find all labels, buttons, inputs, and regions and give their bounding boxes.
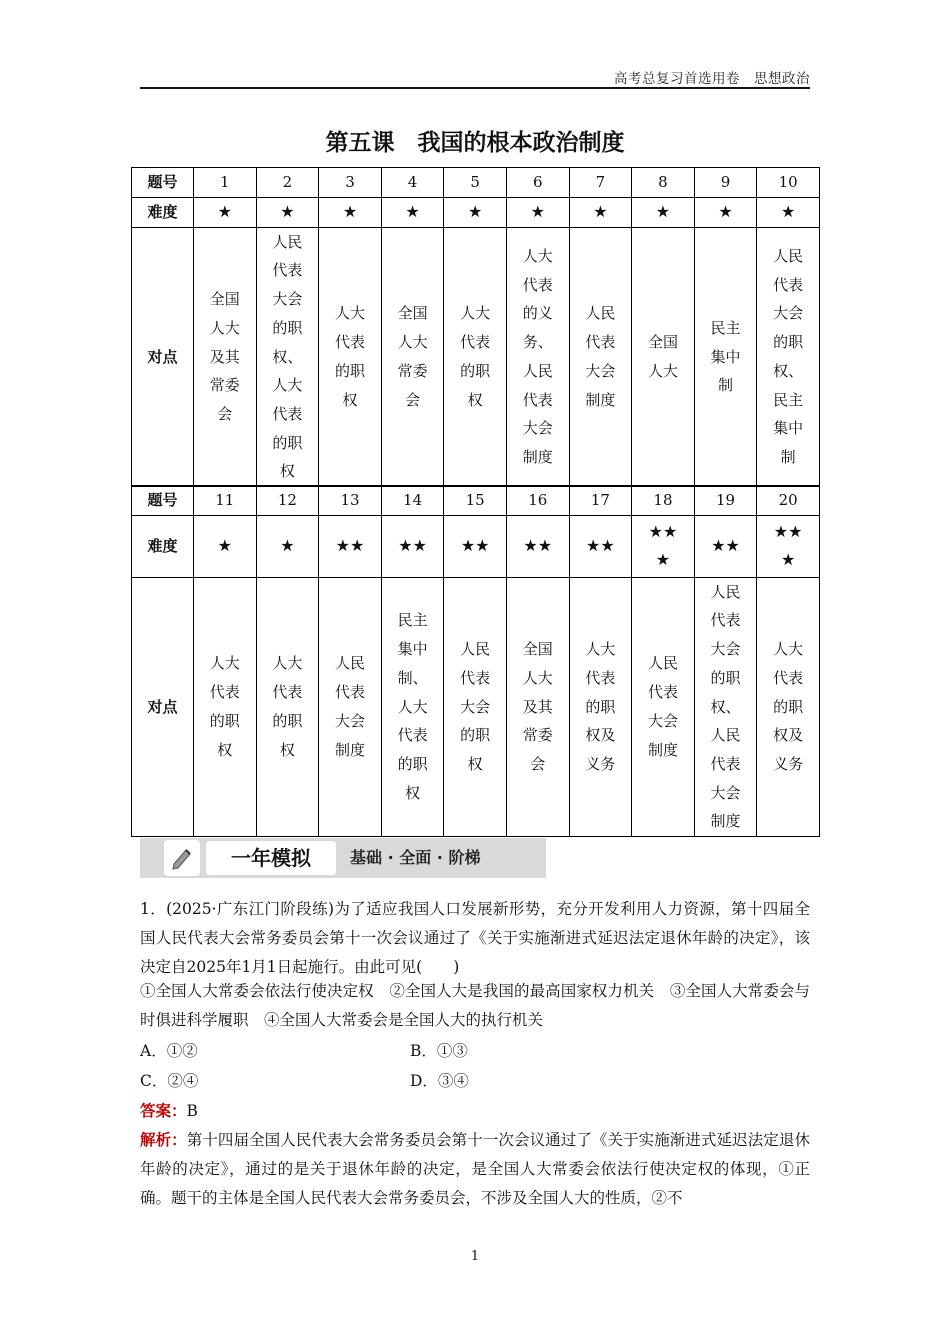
cell-difficulty <box>506 515 569 577</box>
header-rule <box>140 87 810 89</box>
cell-number: 13 <box>319 486 382 516</box>
cell-number: 14 <box>381 486 444 516</box>
cell-difficulty <box>569 197 632 227</box>
point-text: 人民代表大会的职权、民主集中制 <box>773 247 804 466</box>
cell-difficulty <box>694 515 757 577</box>
cell-difficulty <box>194 197 257 227</box>
point-text: 人大代表的职权 <box>460 304 491 409</box>
point-text: 人大代表的职权 <box>209 654 240 759</box>
cell-point <box>319 577 382 836</box>
point-text: 全国人大常委会 <box>397 304 428 409</box>
cell-point <box>444 577 507 836</box>
cell-number: 1 <box>194 168 257 198</box>
option-c: C．②④ <box>140 1072 199 1090</box>
star-rating: ★ <box>468 201 483 221</box>
star-rating: ★ <box>655 201 671 221</box>
star-rating: ★ <box>342 201 358 221</box>
cell-number: 11 <box>194 486 257 516</box>
cell-number: 16 <box>506 486 569 516</box>
cell-point <box>569 227 632 486</box>
answer-label: 答案： <box>140 1102 187 1120</box>
cell-difficulty <box>569 515 632 577</box>
cell-difficulty <box>757 197 820 227</box>
point-text: 全国人大 <box>647 333 678 380</box>
difficulty-table-1 <box>131 167 820 487</box>
answer-value: B <box>186 1102 198 1120</box>
table-row-point <box>132 227 820 486</box>
cell-difficulty <box>381 515 444 577</box>
point-text: 人民代表大会制度 <box>334 654 365 759</box>
cell-difficulty <box>632 197 695 227</box>
star-rating: ★ <box>280 535 295 555</box>
cell-number: 20 <box>757 486 820 516</box>
label-number: 题号 <box>132 486 194 516</box>
point-text: 人大代表的职权 <box>334 304 365 409</box>
star-rating: ★★ <box>335 535 365 555</box>
cell-point <box>444 227 507 486</box>
answer-line <box>140 1097 810 1126</box>
table-row-number <box>132 486 820 516</box>
cell-point <box>757 227 820 486</box>
cell-point <box>506 577 569 836</box>
section-banner <box>140 838 546 878</box>
star-rating: ★★ <box>711 535 740 555</box>
cell-difficulty <box>632 515 695 577</box>
cell-number: 7 <box>569 168 632 198</box>
cell-number: 17 <box>569 486 632 516</box>
cell-point <box>757 577 820 836</box>
star-rating: ★ <box>530 201 545 221</box>
star-rating: ★ <box>718 201 733 221</box>
cell-point <box>694 577 757 836</box>
table-row-difficulty <box>132 197 820 227</box>
point-text: 全国人大及其常委会 <box>209 290 240 423</box>
star-rating: ★ <box>780 201 796 221</box>
point-text: 人民代表大会制度 <box>647 654 678 759</box>
cell-difficulty <box>256 197 319 227</box>
cell-number: 18 <box>632 486 695 516</box>
star-rating: ★★★ <box>648 521 678 570</box>
cell-point <box>632 577 695 836</box>
label-point: 对点 <box>132 577 194 836</box>
cell-point <box>569 577 632 836</box>
table-row-difficulty <box>132 515 820 577</box>
cell-number: 3 <box>319 168 382 198</box>
star-rating: ★★ <box>586 535 615 555</box>
point-text: 人大代表的职权 <box>272 654 303 759</box>
cell-point <box>381 577 444 836</box>
point-text: 人民代表大会制度 <box>585 304 616 409</box>
cell-difficulty <box>319 197 382 227</box>
label-difficulty: 难度 <box>132 197 194 227</box>
page-title: 第五课 我国的根本政治制度 <box>325 130 625 156</box>
label-difficulty: 难度 <box>132 515 194 577</box>
option-b: B．①③ <box>410 1042 468 1060</box>
cell-point <box>194 227 257 486</box>
page-number: 1 <box>470 1249 480 1264</box>
cell-number: 9 <box>694 168 757 198</box>
cell-point <box>319 227 382 486</box>
cell-point <box>381 227 444 486</box>
cell-number: 8 <box>632 168 695 198</box>
cell-difficulty <box>381 197 444 227</box>
star-rating: ★★ <box>398 535 427 555</box>
point-text: 人民代表大会的职权、人大代表的职权 <box>272 232 303 481</box>
point-text: 民主集中制 <box>710 318 741 395</box>
cell-point <box>256 577 319 836</box>
point-text: 全国人大及其常委会 <box>522 640 553 773</box>
option-a: A．①② <box>140 1042 198 1060</box>
star-rating: ★ <box>217 535 232 555</box>
cell-number: 2 <box>256 168 319 198</box>
cell-difficulty <box>757 515 820 577</box>
header-text: 高考总复习首选用卷 思想政治 <box>614 71 810 87</box>
analysis-label: 解析： <box>140 1131 187 1149</box>
pencil-icon <box>164 840 200 876</box>
cell-difficulty <box>194 515 257 577</box>
cell-number: 6 <box>506 168 569 198</box>
cell-difficulty <box>444 197 507 227</box>
cell-number: 19 <box>694 486 757 516</box>
label-number: 题号 <box>132 168 194 198</box>
analysis-block <box>140 1126 810 1213</box>
point-text: 人大代表的职权及义务 <box>773 640 804 773</box>
analysis-text: 第十四届全国人民代表大会常务委员会第十一次会议通过了《关于实施渐进式延迟法定退休年龄的决定》，通过的是关于退休年龄的决定，是全国人大常委会依法行使决定权的体现，①正确。题干的主体是全国人民代表大会常务委员会，不涉及全国人大的性质，②不 <box>140 1131 810 1207</box>
cell-difficulty <box>694 197 757 227</box>
star-rating: ★ <box>217 201 232 221</box>
point-text: 人民代表大会的职权 <box>460 640 491 773</box>
cell-point <box>506 227 569 486</box>
star-rating: ★★★ <box>773 521 803 570</box>
option-d: D．③④ <box>410 1072 469 1090</box>
star-rating: ★★ <box>460 535 490 555</box>
cell-point <box>632 227 695 486</box>
table-row-number <box>132 168 820 198</box>
star-rating: ★ <box>280 201 295 221</box>
cell-difficulty <box>444 515 507 577</box>
point-text: 人大代表的职权及义务 <box>585 640 616 773</box>
cell-number: 5 <box>444 168 507 198</box>
point-text: 人民代表大会的职权、人民代表大会制度 <box>710 582 741 831</box>
cell-point <box>194 577 257 836</box>
banner-subtitle: 基础 · 全面 · 阶梯 <box>350 848 481 867</box>
star-rating: ★ <box>405 201 420 221</box>
cell-number: 4 <box>381 168 444 198</box>
difficulty-table-2 <box>131 485 820 837</box>
point-text: 人大代表的义务、人民代表大会制度 <box>522 247 553 466</box>
star-rating: ★★ <box>523 535 553 555</box>
cell-difficulty <box>319 515 382 577</box>
cell-point <box>694 227 757 486</box>
star-rating: ★ <box>593 201 608 221</box>
cell-difficulty <box>506 197 569 227</box>
question-statements: ①全国人大常委会依法行使决定权 ②全国人大是我国的最高国家权力机关 ③全国人大常委会与时俱进科学履职 ④全国人大常委会是全国人大的执行机关 <box>140 982 810 1029</box>
label-point: 对点 <box>132 227 194 486</box>
point-text: 民主集中制、人大代表的职权 <box>397 611 428 802</box>
cell-difficulty <box>256 515 319 577</box>
question-stem: 1．(2025·广东江门阶段练)为了适应我国人口发展新形势，充分开发利用人力资源，第十四届全国人民代表大会常务委员会第十一次会议通过了《关于实施渐进式延迟法定退休年龄的决定》，该决定自2025年1月1日起施行。由此可见( ) <box>140 900 810 976</box>
cell-point <box>256 227 319 486</box>
table-row-point <box>132 577 820 836</box>
banner-label: 一年模拟 <box>206 841 336 875</box>
cell-number: 15 <box>444 486 507 516</box>
cell-number: 10 <box>757 168 820 198</box>
cell-number: 12 <box>256 486 319 516</box>
